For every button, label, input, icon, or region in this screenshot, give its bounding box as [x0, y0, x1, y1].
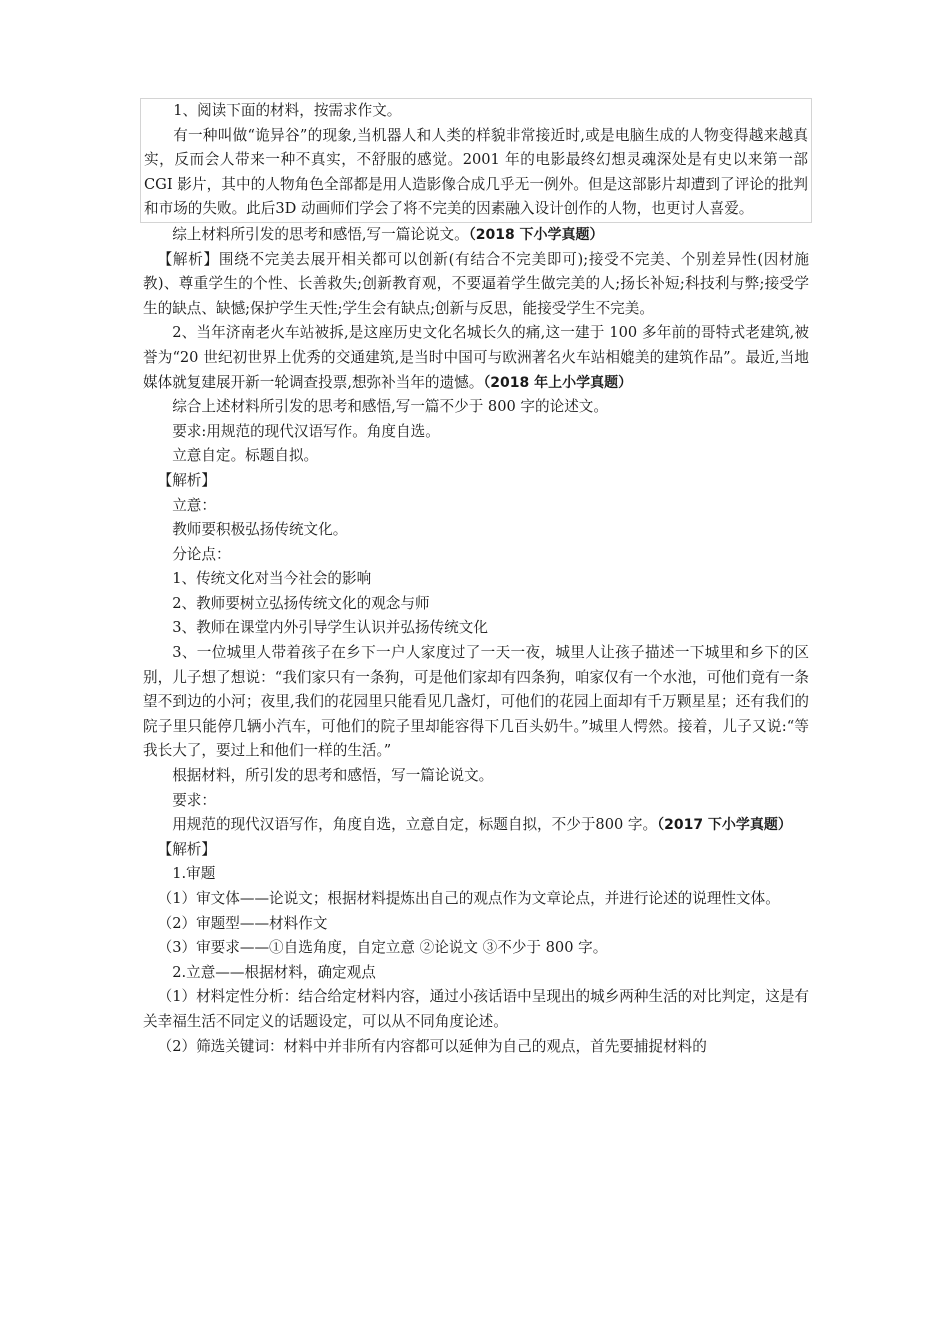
section-item: （2）审题型——材料作文	[157, 914, 328, 932]
question-1-analysis: 【解析】围绕不完美去展开相关都可以创新(有结合不完美即可);接受不完美、个别差异性(因材施教)、尊重学生的个性、长善救失;创新教育观，不要逼着学生做完美的人;扬长补短;科技利与弊;接受学生的缺点、缺憾;保护学生天性;学生会有缺点;创新与反思，能接受学生不完美。	[143, 250, 809, 317]
question-1-title: 1、阅读下面的材料，按需求作文。	[173, 102, 402, 119]
question-2-point: 3、教师在课堂内外引导学生认识并弘扬传统文化	[172, 619, 488, 637]
section-item: （1）审文体——论说文；根据材料提炼出自己的观点作为文章论点，并进行论述的说理性文体。	[157, 890, 780, 907]
question-2-idea-label: 立意：	[172, 496, 216, 514]
question-2-task: 综合上述材料所引发的思考和感悟,写一篇不少于 800 字的论述文。	[172, 398, 608, 416]
question-2-material-text: 2、当年济南老火车站被拆,是这座历史文化名城长久的痛,这一建于 100 多年前的哥特式老建筑,被誉为“20 世纪初世界上优秀的交通建筑,是当时中国可与欧洲著名火车站相媲美的建筑作品”。最近,当地媒体就复建展开新一轮调查投票,想弥补当年的遗憾。	[143, 324, 809, 391]
question-3-task: 根据材料，所引发的思考和感悟，写一篇论说文。	[172, 767, 494, 785]
question-3-analysis-label: 【解析】	[157, 840, 216, 858]
question-3-requirement-text: 用规范的现代汉语写作，角度自选，立意自定，标题自拟，不少于800 字。	[172, 816, 658, 834]
question-3-requirement-label: 要求：	[172, 791, 216, 809]
section-heading: 2.立意——根据材料，确定观点	[172, 963, 376, 981]
question-1-box	[140, 98, 812, 223]
question-1-task	[143, 223, 809, 248]
section-item: （2）筛选关键词：材料中并非所有内容都可以延伸为自己的观点，首先要捕捉材料的	[157, 1037, 707, 1055]
question-3-source: （2017 下小学真题）	[657, 817, 792, 834]
section-item: （3）审要求——①自选角度，自定立意 ②论说文 ③不少于 800 字。	[157, 939, 608, 957]
question-2-requirement-1: 要求:用规范的现代汉语写作。角度自选。	[172, 422, 440, 440]
question-3-requirement	[143, 813, 809, 838]
question-1-material: 有一种叫做“诡异谷”的现象,当机器人和人类的样貌非常接近时,或是电脑生成的人物变得越来越真实，反而会人带来一种不真实，不舒服的感觉。2001 年的电影最终幻想灵魂深处是有史以来第一部 CGI 影片，其中的人物角色全部都是用人造影像合成几乎无一例外。但是这部影片却遭到了评论的批判和市场的失败。此后3D 动画师们学会了将不完美的因素融入设计创作的人物，也更讨人喜爱。	[144, 126, 808, 218]
question-1-task-text: 综上材料所引发的思考和感悟,写一篇论说文。	[172, 225, 469, 243]
section-item: （1）材料定性分析：结合给定材料内容，通过小孩话语中呈现出的城乡两种生活的对比判定，这是有关幸福生活不同定义的话题设定，可以从不同角度论述。	[143, 988, 810, 1030]
question-3-material: 3、一位城里人带着孩子在乡下一户人家度过了一天一夜，城里人让孩子描述一下城里和乡下的区别，儿子想了想说：“我们家只有一条狗，可是他们家却有四条狗，咱家仅有一个水池，可他们竟有一条望不到边的小河；夜里,我们的花园里只能看见几盏灯，可他们的花园上面却有千万颗星星；还有我们的院子里只能停几辆小汽车，可他们的院子里却能容得下几百头奶牛。”城里人愕然。接着，儿子又说:“等我长大了，要过上和他们一样的生活。”	[143, 644, 809, 760]
document-page	[143, 98, 809, 1059]
section-heading: 1.审题	[172, 865, 216, 883]
question-2-point: 1、传统文化对当今社会的影响	[172, 570, 372, 588]
question-2-analysis-label: 【解析】	[157, 471, 216, 489]
question-2-point: 2、教师要树立弘扬传统文化的观念与师	[172, 594, 430, 612]
question-2-idea: 教师要积极弘扬传统文化。	[172, 521, 348, 539]
question-2-source: （2018 年上小学真题）	[483, 374, 633, 391]
question-2-material	[143, 321, 809, 395]
question-1-source: （2018 下小学真题）	[468, 226, 604, 243]
question-2-points-label: 分论点：	[172, 545, 231, 563]
question-2-requirement-2: 立意自定。标题自拟。	[172, 447, 319, 465]
